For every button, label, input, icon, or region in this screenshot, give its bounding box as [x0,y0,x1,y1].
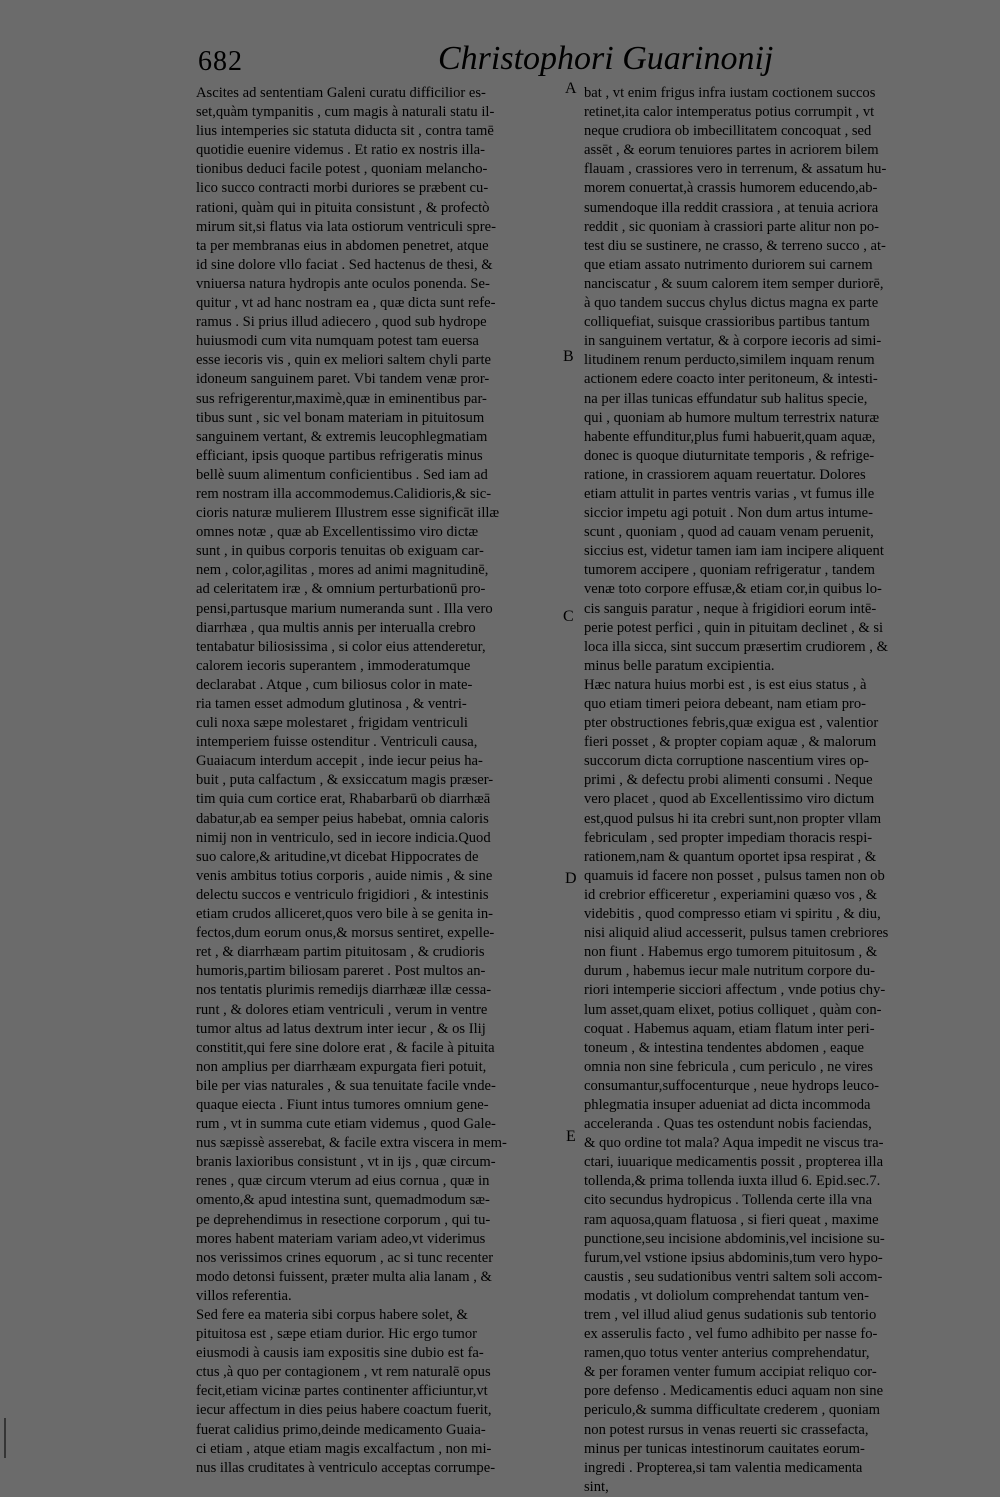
left-column-line: venis ambitus totius corporis , auide nimis , & sine [196,867,493,884]
left-column-line: lius intemperies sic statuta diducta sit , contra tamē [196,123,494,140]
right-column-line: toneum , & intestina tendentes abdomen , eaque [584,1039,865,1056]
left-column-line: declarabat . Atque , cum biliosus color in mate- [196,676,473,693]
marginal-letter-e: E [566,1128,576,1145]
marginal-letter-d: D [565,870,577,887]
left-column-line: tentabatur biliosissima , si color eius attenderetur, [196,638,486,655]
right-column-line: non potest rursus in venas reuerti sic crassefacta, [584,1421,869,1438]
left-column-line: intemperiem fuisse ostenditur . Ventriculi causa, [196,734,478,751]
left-column-line: bile per vias naturales , & sua tenuitate facile vnde- [196,1077,496,1094]
left-column-line: mirum sit,si flatus via lata ostiorum ventriculi spre- [196,218,496,235]
marginal-letter-b: B [563,348,574,365]
left-column-line: cioris naturæ mulierem Illustrem esse significāt illæ [196,505,500,522]
right-column-line: consumantur,suffocenturque , neue hydrops leuco- [584,1077,879,1094]
left-column-line: sunt , in quibus corporis tenuitas ob exiguam car- [196,543,484,560]
left-column-line: huiusmodi cum vita numquam potest tam euersa [196,333,479,350]
left-column-line: calorem iecoris superantem , immoderatumque [196,657,471,674]
left-column-line: Ascites ad sententiam Galeni curatu difficilior es- [196,85,486,101]
left-column-line: pituitosa est , sæpe etiam durior. Hic ergo tumor [196,1326,478,1343]
right-column-line: na per illas tunicas effundatur sub halitus specie, [584,390,868,407]
left-column-line: tim quia cum cortice erat, Rhabarbarū ob diarrhæā [196,791,491,808]
left-column-line: bellè suum alimentum conficientibus . Sed iam ad [196,466,488,483]
left-column-line: nem , color,agilitas , mores ad animi magnitudinē, [196,562,489,579]
right-column-line: tumorem accipere , quoniam refrigeratur , tandem [584,562,875,579]
right-column-line: id crebrior efficeretur , experiamini quæso vos , & [584,886,878,903]
right-column-line: que etiam assato nutrimento duriorem sui carnem [584,256,873,273]
right-column-line: venæ toto corpore effusæ,& etiam cor,in quibus lo- [584,581,882,598]
right-column-line: sumendoque illa reddit crassiora , at tenuia acriora [584,199,879,216]
left-column-line: non amplius per diarrhæam expurgata fieri potuit, [196,1058,487,1075]
left-column-line: sus refrigerentur,maximè,quæ in eminentibus par- [196,390,487,407]
right-column-line: colliquefiat, suisque crassioribus partibus tantum [584,314,870,331]
right-column-line: in sanguinem vertatur, & à corpore iecoris ad simi- [584,333,882,350]
right-column-line: rationem,nam & quantum oportet ipsa respirat , & [584,848,877,865]
right-column-line: etiam attulit in partes ventris varias , vt fumus ille [584,485,875,502]
left-column-line: ramus . Si prius illud adiecero , quod sub hydrope [196,314,487,331]
left-column-line: ta per membranas eius in abdomen penetret, atque [196,237,489,254]
right-column-line: loca illa sicca, sint succum præsertim crudiorem , & [584,638,888,655]
running-title: Christophori Guarinonij [438,40,774,77]
right-column-line: acceleranda . Quas tes ostendunt nobis faciendas, [584,1116,872,1133]
left-column-line: nus sæpissè asserebat, & facile extra viscera in mem- [196,1135,507,1152]
right-column-line: est,quod pulsus hi ita crebri sunt,non propter vllam [584,810,882,827]
right-column-line: cis sanguis paratur , neque à frigidiori eorum intē- [584,600,877,617]
right-column-line: videbitis , quod compresso etiam vi spiritu , & diu, [584,906,881,923]
left-column-line: delectu succos e ventriculo frigidiori , & intestinis [196,886,489,903]
right-column-line: vero placet , quod ab Excellentissimo viro dictum [584,791,875,808]
left-column-line: diarrhæa , qua multis annis per interualla crebro [196,619,476,636]
right-column-line: perie potest perfici , quin in pituitam declinet , & si [584,619,884,636]
right-column-line: nisi aliquid aliud accesserit, pulsus tamen crebriores [584,925,889,942]
left-column-line: branis laxioribus consistunt , vt in ijs , quæ circum- [196,1154,496,1171]
left-column-line: pe deprehendimus in resectione corporum , qui tu- [196,1211,491,1228]
right-column-line: cito secundus hydropicus . Tollenda certe illa vna [584,1192,873,1209]
left-text-column [196,84,556,1478]
left-column-line: tibus sunt , sic vel bonam materiam in pituitosum [196,409,485,426]
left-column-line: nus illas cruditates à ventriculo acceptas corrumpe- [196,1459,496,1476]
marginal-letter-c: C [563,608,574,625]
left-column-line: rum , vt in summa cute etiam videmus , quod Gale- [196,1116,496,1133]
left-column-line: nos tentatis plurimis remedijs diarrhææ illæ cessa- [196,982,492,999]
right-column-line: siccius est, videtur tamen iam iam incipere aliquent [584,543,884,560]
left-column-line: idoneum sanguinem paret. Vbi tandem venæ pror- [196,371,490,388]
left-column-line: fecit,etiam vicinæ partes continenter afficiuntur,vt [196,1383,488,1400]
right-column-line: minus per tunicas intestinorum cauitates eorum- [584,1440,865,1457]
right-column-line: ramen,quo totus venter anterius comprehendatur, [584,1345,870,1362]
left-column-line: vniuersa natura hydropis ante oculos ponenda. Se- [196,275,490,292]
right-column-line: phlegmatia insuper adueniat ad dicta incommoda [584,1096,871,1113]
left-column-line: Guaiacum interdum accepit , inde iecur peius ha- [196,753,483,770]
page-edge-mark [4,1418,6,1458]
right-column-line: durum , habemus iecur male nutritum corpore du- [584,963,875,980]
right-column-line: flauam , crassiores vero in terrenum, & assatum hu- [584,161,887,178]
right-column-line: nanciscatur , & suum calorem item semper duriorē, [584,275,884,292]
right-column-line: bat , vt enim frigus infra iustam coctionem succos [584,85,876,101]
right-column-line: quamuis id facere non posset , pulsus tamen non ob [584,867,885,884]
left-column-line: quotidie euenire videmus . Et ratio ex nostris illa- [196,142,485,159]
right-column-line: sint, [584,1478,609,1495]
left-column-line: pensi,partusque marium numeranda sunt . Illa vero [196,600,493,617]
left-column-line: omnes notæ , quæ ab Excellentissimo viro dictæ [196,524,479,541]
right-column-line: pore defenso . Medicamentis educi aquam non sine [584,1383,884,1400]
left-column-line: dabatur,ab ea semper peius habebat, omnia caloris [196,810,489,827]
right-column-line: ingredi . Propterea,si tam valentia medicamenta [584,1459,863,1476]
left-column-line: mores habent materiam variam adeo,vt viderimus [196,1230,486,1247]
left-column-line: ret , & diarrhæam partim pituitosam , & crudioris [196,944,485,961]
right-column-line: habente effunditur,plus fumi habuerit,quam aquæ, [584,428,876,445]
left-column-line: quaque eiecta . Fiunt intus tumores omnium gene- [196,1096,489,1113]
right-column-line: ctari, iuuarique medicamentis possit , propterea illa [584,1154,884,1171]
left-column-line: fuerat calidius primo,deinde medicamento Guaia- [196,1421,486,1438]
left-column-line: rationi, quàm qui in pituita consistunt , & profectò [196,199,490,216]
right-column-line: coquat . Habemus aquam, etiam flatum inter peri- [584,1020,875,1037]
right-column-line: quo etiam timeri peiora debeant, nam etiam pro- [584,696,867,712]
right-column-line: periculo,& summa difficultate crederem , quoniam [584,1402,880,1419]
right-column-line: morem conuertat,à crassis humorem educendo,ab- [584,180,878,197]
right-column-line: assēt , & eorum tenuiores partes in acriorem bilem [584,142,879,159]
page-number: 682 [198,46,243,77]
left-column-line: ad celeritatem iræ , & omnium perturbationū pro- [196,581,486,598]
left-column-line: tumor altus ad latus dextrum inter iecur , & os Ilij [196,1020,486,1037]
right-column-line: actionem edere coacto inter peritoneum, & intesti- [584,371,878,388]
left-column-line: culi noxa sæpe molestaret , frigidam ventriculi [196,715,468,732]
right-column-line: à quo tandem succus chylus dictus magna ex parte [584,295,879,312]
right-column-line: febriculam , sed propter impediam thoracis respi- [584,829,873,846]
right-column-line: donec is quoque diuturnitate temporis , & refrige- [584,447,875,464]
left-column-line: sanguinem vertant, & extremis leucophlegmatiam [196,428,488,445]
left-column-line: humoris,partim biliosam pareret . Post multos an- [196,963,486,980]
right-column-line: succorum dicta corruptione nascentium vires op- [584,753,869,770]
right-column-line: tollenda,& prima tollenda iuxta illud 6. Epid.sec.7. [584,1173,881,1190]
right-column-line: ratione, in crassiorem aquam reuertatur. Dolores [584,466,866,483]
left-column-line: iecur affectum in dies peius habere coactum fuerit, [196,1402,492,1419]
left-column-line: etiam crudos alliceret,quos vero bile à se genita in- [196,906,494,923]
left-column-line: efficiant, ipsis quoque partibus refrigeratis minus [196,447,483,464]
left-column-line: nimij non in ventriculo, sed in iecore indicia.Quod [196,829,491,846]
left-column-line: constitit,qui fere sine dolore erat , & facile à pituita [196,1039,495,1056]
left-column-line: omento,& apud intestina sunt, quemadmodum sæ- [196,1192,490,1209]
right-column-line: non fiunt . Habemus ergo tumorem pituitosum , & [584,944,878,961]
right-column-line: fieri posset , & propter copiam aquæ , & malorum [584,734,877,751]
right-column-line: trem , vel illud aliud genus sudationis sub tentorio [584,1307,877,1323]
left-column-line: renes , quæ circum vterum ad eius cornua , quæ in [196,1173,490,1190]
right-column-line: punctione,seu incisione abdominis,vel incisione su- [584,1230,885,1247]
right-column-line: scunt , quoniam , quod ad cauam venam peruenit, [584,524,874,541]
left-column-line: lico succo contracti morbi duriores se præbent cu- [196,180,489,197]
right-column-line: omnia non sine febricula , cum periculo , ne vires [584,1058,873,1075]
right-column-line: test diu se sustinere, ne crasso, & terreno succo , at- [584,237,886,254]
right-column-line: minus belle paratum excipientia. [584,657,775,674]
right-column-line: Hæc natura huius morbi est , is est eius status , à [584,676,867,693]
right-column-line: primi , & defectu probi alimenti consumi . Neque [584,772,873,789]
right-column-line: furum,vel vstione ipsius abdominis,tum vero hypo- [584,1249,883,1266]
right-column-line: lum asset,quam elixet, potius colliquet , quàm con- [584,1001,882,1018]
left-column-line: eiusmodi à causis iam expositis sine dubio est fa- [196,1345,484,1362]
right-column-line: qui , quoniam ab humore multum terrestrix naturæ [584,409,880,426]
left-column-line: villos referentia. [196,1287,292,1304]
left-column-line: ria tamen esset admodum glutinosa , & ventri- [196,696,467,712]
right-column-line: ram aquosa,quam flatuosa , si fieri queat , maxime [584,1211,879,1228]
right-column-line: ex asserulis facto , vel fumo adhibito per nasse fo- [584,1326,878,1343]
marginal-letter-a: A [565,80,577,97]
right-column-line: & per foramen venter fumum accipiat reliquo cor- [584,1364,877,1381]
left-column-line: fectos,dum eorum onus,& morsus sentiret, expelle- [196,925,495,942]
right-text-column [584,84,964,1497]
left-column-line: rem nostram illa accommodemus.Calidioris,& sic- [196,485,492,502]
left-column-line: buit , puta calfactum , & exsiccatum magis præser- [196,772,494,789]
left-column-line: Sed fere ea materia sibi corpus habere solet, & [196,1307,468,1323]
left-column-line: ci etiam , atque etiam magis excalfactum , non mi- [196,1440,492,1457]
right-column-line: reddit , sic quoniam à crassiori parte alitur non po- [584,218,880,235]
right-column-line: pter obstructiones febris,quæ exigua est , valentior [584,715,879,732]
right-column-line: riori intemperie sicciori affectum , vnde potius chy- [584,982,886,999]
right-column-line: modatis , vt doliolum comprehendat tantum ven- [584,1287,869,1304]
right-column-line: litudinem renum perducto,similem inquam renum [584,352,875,369]
right-column-line: & quo ordine tot mala? Aqua impedit ne viscus tra- [584,1135,884,1152]
left-column-line: quitur , vt ad hanc nostram ea , quæ dicta sunt refe- [196,295,496,312]
right-column-line: neque crudiora ob imbecillitatem concoquat , sed [584,123,872,140]
left-column-line: suo calore,& aritudine,vt dicebat Hippocrates de [196,848,479,865]
left-column-line: esse iecoris vis , quin ex meliori saltem chyli parte [196,352,492,369]
left-column-line: nos verissimos crines equorum , ac si tunc recenter [196,1249,494,1266]
right-column-line: caustis , seu sudationibus ventri saltem soli accom- [584,1268,883,1285]
left-column-line: set,quàm tympanitis , cum magis à naturali statu il- [196,104,495,121]
right-column-line: retinet,ita calor intemperatus potius corrumpit , vt [584,104,875,121]
right-column-line: siccior impetu agi potuit . Non dum artus intume- [584,505,873,522]
left-column-line: runt , & dolores etiam ventriculi , verum in ventre [196,1001,488,1018]
left-column-line: tionibus deduci facile potest , quoniam melancho- [196,161,488,178]
left-column-line: modo detonsi fuissent, præter multa alia lanam , & [196,1268,492,1285]
left-column-line: id sine dolore vllo faciat . Sed hactenus de thesi, & [196,256,493,273]
left-column-line: ctus ,à quo per contagionem , vt rem naturalē opus [196,1364,491,1381]
